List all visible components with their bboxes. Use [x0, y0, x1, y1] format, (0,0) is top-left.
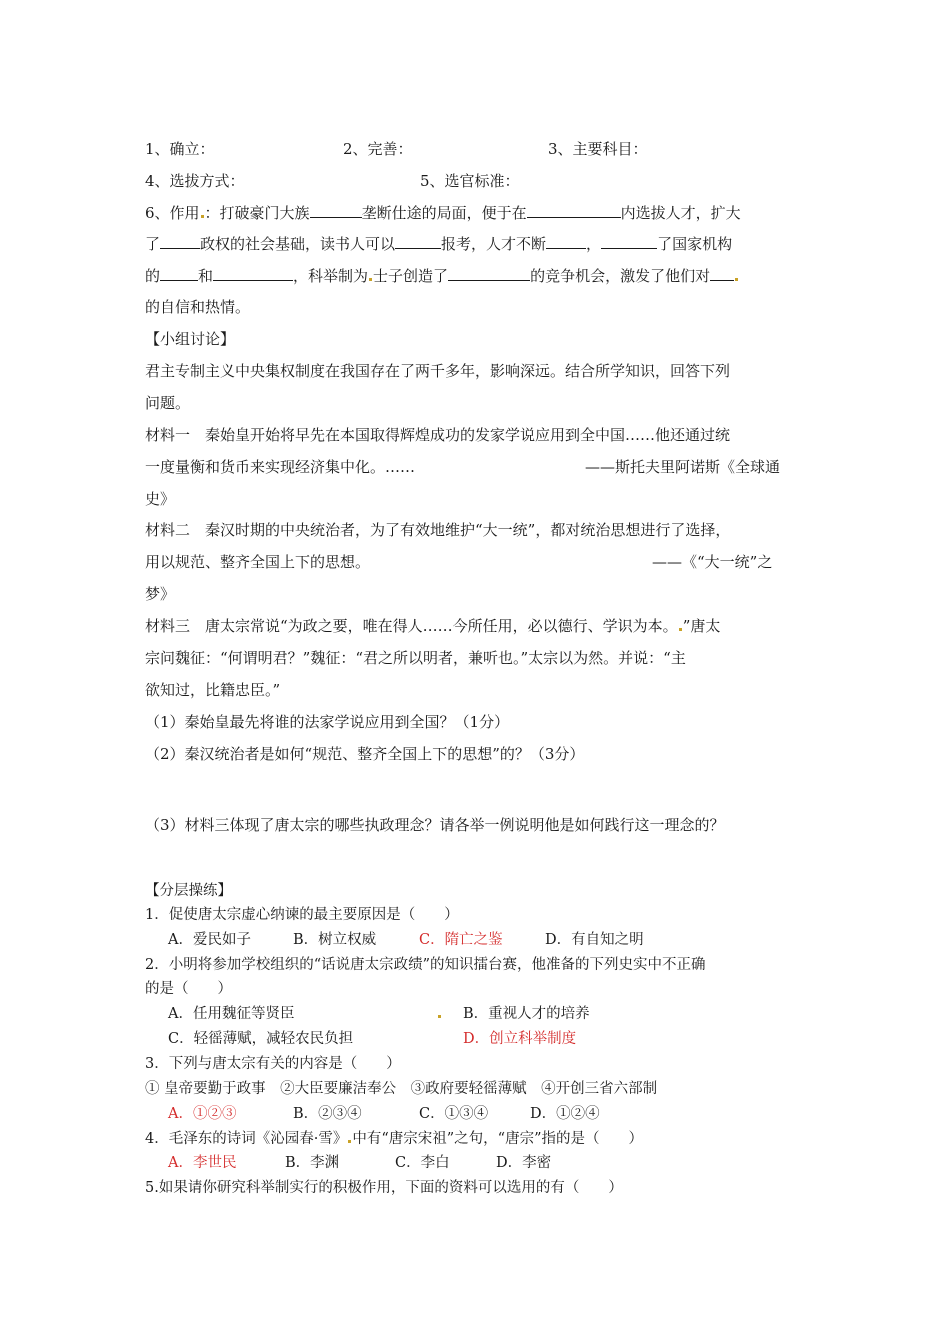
- blank: [395, 232, 441, 249]
- blank: [160, 232, 200, 249]
- mc-q2-option-d: D．创立科举制度: [463, 1031, 577, 1047]
- mc-q3-option-c: C．①③④: [419, 1106, 489, 1122]
- fill-line-1: 1、确立：: [145, 140, 215, 158]
- mc-q1-option-d: D．有自知之明: [545, 932, 644, 948]
- material-1: 材料一 秦始皇开始将早先在本国取得辉煌成功的发家学说应用到全中国……他还通过统: [145, 426, 731, 444]
- mc-question-4: 4．毛泽东的诗词《沁园春·雪》 中有“唐宗宋祖”之句，“唐宗”指的是（ ）: [145, 1131, 643, 1147]
- mc-q2-option-c: C．轻徭薄赋，减轻农民负担: [168, 1031, 354, 1047]
- marker-dot: [348, 1140, 351, 1143]
- mc-question-3: 3．下列与唐太宗有关的内容是（ ）: [145, 1056, 401, 1072]
- question-3: （3）材料三体现了唐太宗的哪些执政理念？请各举一例说明他是如何践行这一理念的？: [145, 816, 725, 834]
- blank: [448, 264, 530, 281]
- question-1: （1）秦始皇最先将谁的法家学说应用到全国？（1分）: [145, 713, 510, 731]
- material-2: 材料二 秦汉时期的中央统治者，为了有效地维护“大一统”，都对统治思想进行了选择，: [145, 521, 731, 539]
- mc-q4-option-b: B．李渊: [285, 1155, 340, 1171]
- discussion-intro-cont: 问题。: [145, 394, 191, 412]
- blank: [160, 264, 198, 281]
- blank: [546, 232, 586, 249]
- mc-q3-option-a: A．①②③: [168, 1106, 237, 1122]
- blank: [310, 201, 362, 218]
- marker-dot: [679, 628, 682, 631]
- mc-question-2: 2．小明将参加学校组织的“话说唐太宗政绩”的知识擂台赛，他准备的下列史实中不正确: [145, 957, 706, 973]
- marker-dot: [369, 278, 372, 281]
- mc-q2-option-b: B．重视人才的培养: [463, 1006, 590, 1022]
- blank: [601, 232, 657, 249]
- mc-q4-option-c: C．李白: [395, 1155, 450, 1171]
- marker-dot: [438, 1015, 441, 1018]
- mc-question-2-cont: 的是（ ）: [145, 981, 232, 997]
- question-2: （2）秦汉统治者是如何“规范、整齐全国上下的思想”的？（3分）: [145, 745, 585, 763]
- material-3-cont: 宗问魏征：“何谓明君？”魏征：“君之所以明者，兼听也。”太宗以为然。并说：“主: [145, 649, 686, 667]
- material-2-source-cont: 梦》: [145, 585, 176, 603]
- discussion-heading: 【小组讨论】: [145, 330, 236, 348]
- mc-question-5: 5.如果请你研究科举制实行的积极作用，下面的资料可以选用的有（ ）: [145, 1180, 623, 1196]
- mc-q3-option-b: B．②③④: [293, 1106, 362, 1122]
- fill-item-6-line-1: 6、作用 ：打破豪门大族 垄断仕途的局面，便于在 内选拔人才，扩大: [145, 201, 741, 224]
- mc-q1-option-b: B．树立权威: [293, 932, 377, 948]
- document-page: 1、确立： 2、完善： 3、主要科目： 4、选拔方式： 5、选官标准： 6、作用 ：打破豪门大族 垄断仕途的局面，便于在 内选拔人才，扩大 了 政权的社会基础，读书人可以 报考，人才不断 ， 了国家机构 的 和 ，科举制为 士子创造了 的竞争机会，激发了他们对 的自信和热情。 【小组讨论】 君主专制主义中央集权制度在我国存在了两千多年，影响深远。结合所学知识，回答下列 问题。 材料一 秦始皇开始将早先在本国取得辉煌成功的发家学说应用到全中国……他还通过统 一度量衡和货币来实现经济集中化。…… ——斯托夫里阿诺斯《全球通 史》 材料二 秦汉时期的中央统治者，为了有效地维护“大一统”，都对统治思想进行了选择， 用以规范、整齐全国上下的思想。 ——《“大一统”之 梦》 材料三 唐太宗常说“为政之要，唯在得人……今所任用，必以德行、学识为本。 ”唐太 宗问魏征：“何谓明君？”魏征：“君之所以明者，兼听也。”太宗以为然。并说：“主 欲知过，比籍忠臣。” （1）秦始皇最先将谁的法家学说应用到全国？（1分） （2）秦汉统治者是如何“规范、整齐全国上下的思想”的？（3分） （3）材料三体现了唐太宗的哪些执政理念？请各举一例说明他是如何践行这一理念的？ 【分层操练】 1．促使唐太宗虚心纳谏的最主要原因是（ ） A．爱民如子 B．树立权威 C．隋亡之鉴 D．有自知之明 2．小明将参加学校组织的“话说唐太宗政绩”的知识擂台赛，他准备的下列史实中不正确 的是（ ） A．任用魏征等贤臣 B．重视人才的培养 C．轻徭薄赋，减轻农民负担 D．创立科举制度 3．下列与唐太宗有关的内容是（ ） ① 皇帝要勤于政事 ②大臣要廉洁奉公 ③政府要轻徭薄赋 ④开创三省六部制 A．①②③ B．②③④ C．①③④ D．①②④ 4．毛泽东的诗词《沁园春·雪》 中有“唐宗宋祖”之句，“唐宗”指的是（ ） A．李世民 B．李渊 C．李白 D．李密 5.如果请你研究科举制实行的积极作用，下面的资料可以选用的有（ ）: [0, 0, 950, 1344]
- mc-q3-items: ① 皇帝要勤于政事 ②大臣要廉洁奉公 ③政府要轻徭薄赋 ④开创三省六部制: [145, 1081, 658, 1097]
- material-1-cont: 一度量衡和货币来实现经济集中化。……: [145, 458, 416, 476]
- marker-dot: [201, 215, 204, 218]
- mc-q4-option-d: D．李密: [496, 1155, 552, 1171]
- blank: [710, 264, 734, 281]
- discussion-intro: 君主专制主义中央集权制度在我国存在了两千多年，影响深远。结合所学知识，回答下列: [145, 362, 731, 380]
- fill-item-6-line-2: 了 政权的社会基础，读书人可以 报考，人才不断 ， 了国家机构: [145, 232, 732, 255]
- mc-q1-option-a: A．爱民如子: [168, 932, 251, 948]
- fill-line-2: 4、选拔方式：: [145, 172, 245, 190]
- mc-q4-option-a: A．李世民: [168, 1155, 237, 1171]
- mc-q1-option-c: C．隋亡之鉴: [419, 932, 503, 948]
- marker-dot: [735, 278, 738, 281]
- blank: [527, 201, 621, 218]
- mc-q3-option-d: D．①②④: [530, 1106, 600, 1122]
- material-1-source: ——斯托夫里阿诺斯《全球通: [585, 458, 781, 476]
- fill-item-6-line-4: 的自信和热情。: [145, 298, 251, 316]
- material-2-cont: 用以规范、整齐全国上下的思想。: [145, 553, 371, 571]
- mc-q2-option-a: A．任用魏征等贤臣: [168, 1006, 295, 1022]
- material-3: 材料三 唐太宗常说“为政之要，唯在得人……今所任用，必以德行、学识为本。 ”唐太: [145, 617, 721, 635]
- material-2-source: ——《“大一统”之: [652, 553, 773, 571]
- blank: [213, 264, 293, 281]
- practice-heading: 【分层操练】: [145, 883, 232, 899]
- material-3-cont-2: 欲知过，比籍忠臣。”: [145, 681, 281, 699]
- material-1-source-cont: 史》: [145, 490, 176, 508]
- fill-item-6-line-3: 的 和 ，科举制为 士子创造了 的竞争机会，激发了他们对: [145, 264, 739, 287]
- mc-question-1: 1．促使唐太宗虚心纳谏的最主要原因是（ ）: [145, 907, 459, 923]
